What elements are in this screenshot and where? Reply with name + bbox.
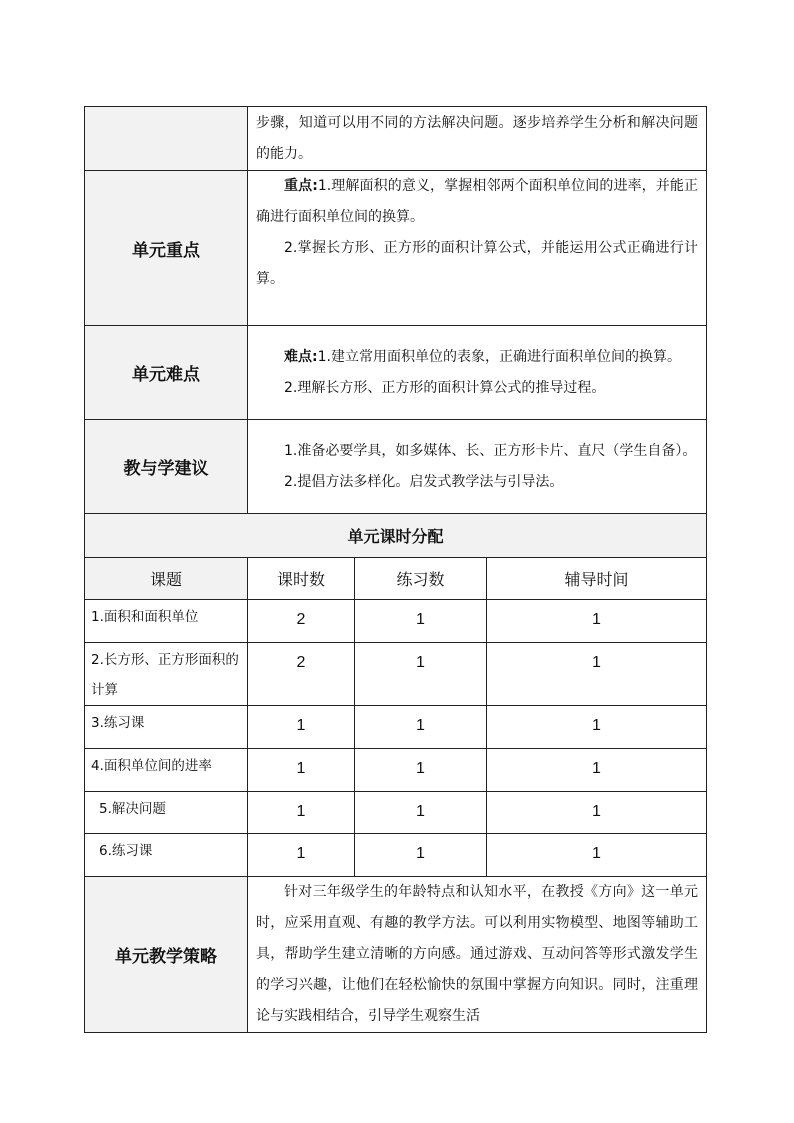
key-points-row [85, 171, 707, 326]
lesson-hours: 1 [248, 834, 355, 877]
header-tutoring: 辅导时间 [487, 558, 707, 600]
schedule-header-row [85, 558, 707, 600]
continuation-label-cell [85, 107, 248, 171]
lesson-practice: 1 [355, 706, 487, 749]
lesson-practice: 1 [355, 643, 487, 706]
suggestions-item-2: 2.提倡方法多样化。启发式教学法与引导法。 [284, 473, 564, 490]
table-row [85, 834, 707, 877]
suggestions-content [248, 420, 707, 514]
key-points-content [248, 171, 707, 326]
strategy-label: 单元教学策略 [85, 877, 248, 1033]
lesson-tutoring: 1 [487, 749, 707, 792]
schedule-title-row [85, 514, 707, 558]
suggestions-item-1: 1.准备必要学具，如多媒体、长、正方形卡片、直尺（学生自备）。 [284, 442, 697, 459]
header-practice: 练习数 [355, 558, 487, 600]
lesson-practice: 1 [355, 834, 487, 877]
lesson-practice: 1 [355, 600, 487, 643]
lesson-name: 3.练习课 [85, 706, 248, 749]
lesson-hours: 2 [248, 643, 355, 706]
difficulties-prefix: 难点: [284, 348, 318, 365]
lesson-plan-document [84, 106, 706, 1033]
schedule-title: 单元课时分配 [85, 514, 707, 558]
header-lesson: 课题 [85, 558, 248, 600]
key-points-item-1 [256, 171, 698, 233]
suggestions-row [85, 420, 707, 514]
table-row [85, 706, 707, 749]
unit-plan-table [84, 106, 707, 1033]
lesson-name: 6.练习课 [85, 834, 248, 877]
difficulties-item-1 [256, 342, 698, 373]
strategy-text: 针对三年级学生的年龄特点和认知水平，在教授《方向》这一单元时，应采用直观、有趣的教学方法。可以利用实物模型、地图等辅助工具，帮助学生建立清晰的方向感。通过游戏、互动问答等形式激发学生的学习兴趣，让他们在轻松愉快的氛围中掌握方向知识。同时，注重理论与实践相结合，引导学生观察生活 [248, 877, 707, 1033]
continuation-text: 步骤，知道可以用不同的方法解决问题。逐步培养学生分析和解决问题的能力。 [248, 107, 707, 171]
lesson-hours: 2 [248, 600, 355, 643]
strategy-row [85, 877, 707, 1033]
difficulties-item-2: 2.理解长方形、正方形的面积计算公式的推导过程。 [284, 379, 606, 396]
difficulties-label: 单元难点 [85, 326, 248, 420]
continuation-row [85, 107, 707, 171]
lesson-practice: 1 [355, 792, 487, 834]
key-points-text-1: 1.理解面积的意义，掌握相邻两个面积单位间的进率，并能正确进行面积单位间的换算。 [256, 178, 698, 225]
lesson-tutoring: 1 [487, 706, 707, 749]
lesson-tutoring: 1 [487, 643, 707, 706]
lesson-name: 1.面积和面积单位 [85, 600, 248, 643]
lesson-hours: 1 [248, 706, 355, 749]
key-points-prefix: 重点: [284, 178, 318, 194]
suggestions-label: 教与学建议 [85, 420, 248, 514]
difficulties-content [248, 326, 707, 420]
key-points-item-2: 2.掌握长方形、正方形的面积计算公式，并能运用公式正确进行计算。 [256, 240, 698, 287]
header-hours: 课时数 [248, 558, 355, 600]
lesson-name: 5.解决问题 [85, 792, 248, 834]
lesson-tutoring: 1 [487, 792, 707, 834]
table-row [85, 792, 707, 834]
table-row [85, 600, 707, 643]
lesson-tutoring: 1 [487, 600, 707, 643]
lesson-name: 4.面积单位间的进率 [85, 749, 248, 792]
lesson-hours: 1 [248, 792, 355, 834]
table-row [85, 749, 707, 792]
lesson-practice: 1 [355, 749, 487, 792]
lesson-tutoring: 1 [487, 834, 707, 877]
table-row [85, 643, 707, 706]
difficulties-row [85, 326, 707, 420]
lesson-name: 2.长方形、正方形面积的计算 [85, 643, 248, 706]
key-points-label: 单元重点 [85, 171, 248, 326]
difficulties-text-1: 1.建立常用面积单位的表象，正确进行面积单位间的换算。 [317, 348, 681, 365]
lesson-hours: 1 [248, 749, 355, 792]
